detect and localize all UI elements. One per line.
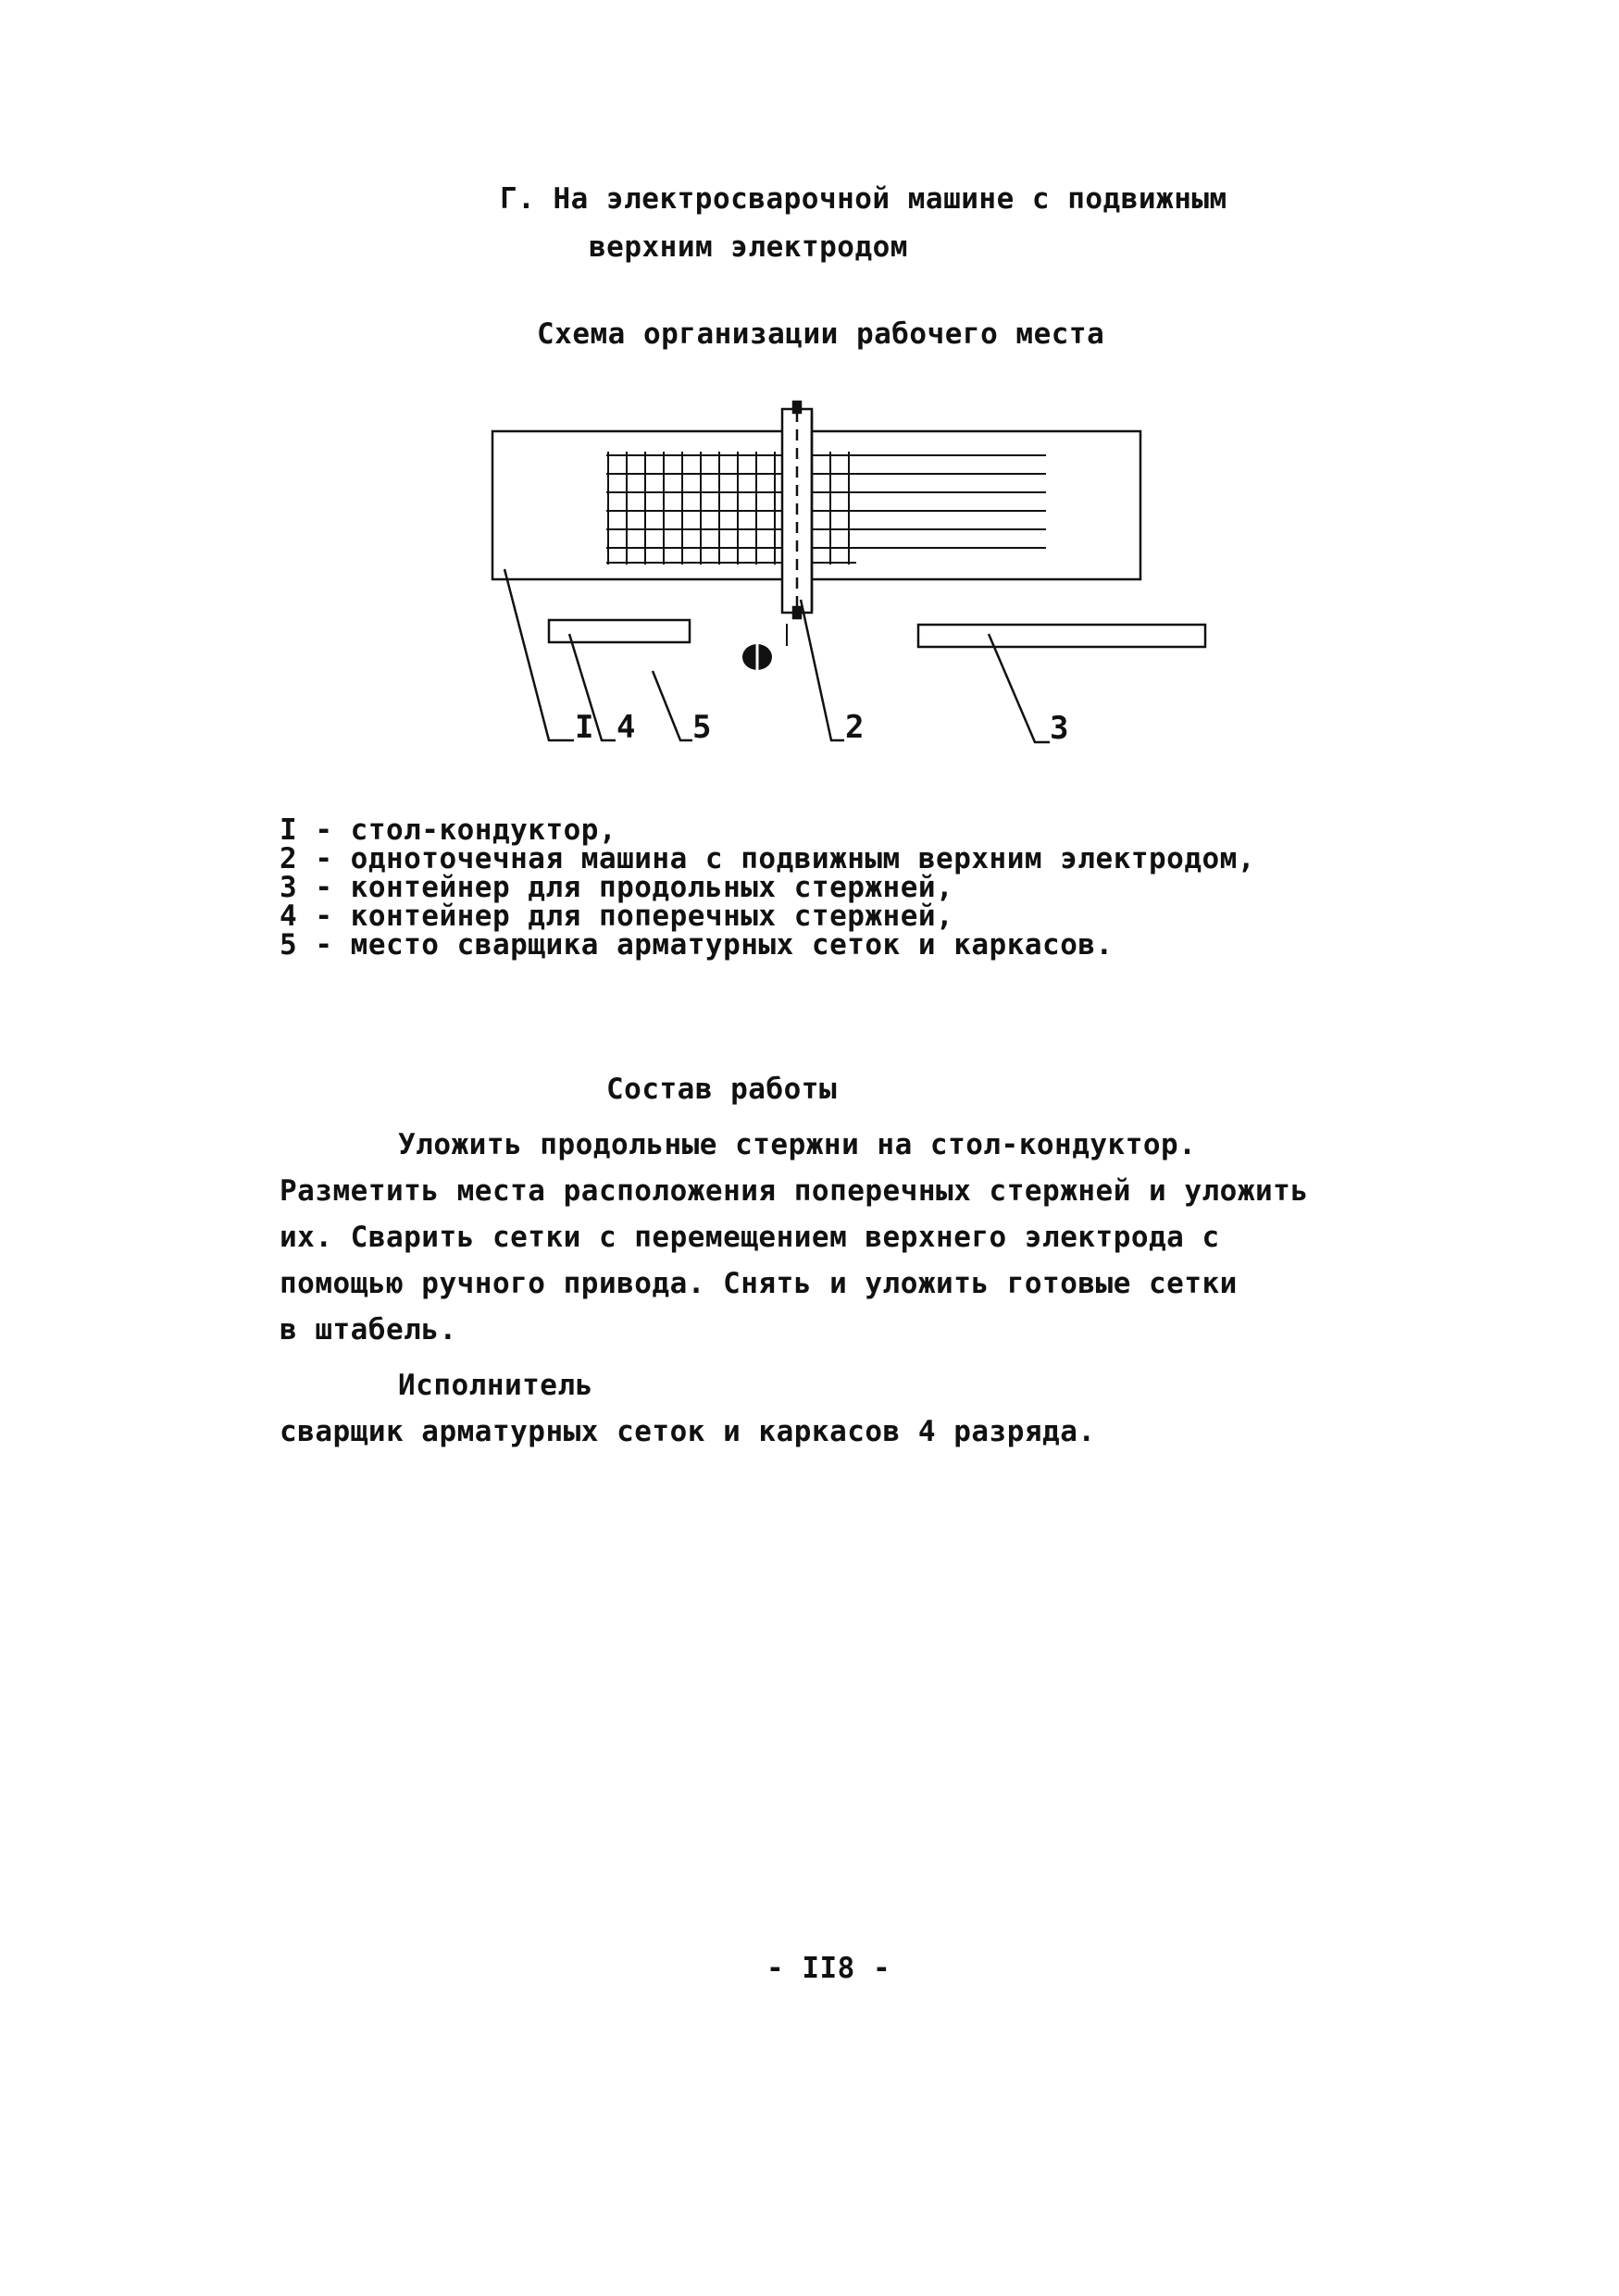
legend-item-1: I - стол-кондуктор, [280, 813, 617, 847]
longitudinal-rod-container [918, 625, 1205, 647]
legend-item-3: 3 - контейнер для продольных стержней, [280, 871, 954, 904]
label-3: 3 [1050, 710, 1069, 747]
legend [280, 813, 1255, 962]
conductor-table [492, 431, 1140, 579]
label-1: I [575, 709, 594, 746]
welder-position [742, 644, 772, 672]
mesh-grid [606, 452, 856, 565]
work-line-5: в штабель. [280, 1313, 457, 1347]
workplace-diagram [481, 389, 1222, 759]
heading-line-2: верхним электродом [589, 230, 908, 264]
executor-value: сварщик арматурных сеток и каркасов 4 разряда. [280, 1415, 1096, 1448]
page-number: - II8 - [766, 1952, 891, 1985]
scheme-title: Схема организации рабочего места [537, 317, 1105, 351]
legend-item-2: 2 - одноточечная машина с подвижным верхним электродом, [280, 842, 1255, 875]
label-4: 4 [616, 709, 636, 746]
legend-item-5: 5 - место сварщика арматурных сеток и каркасов. [280, 928, 1114, 962]
label-5: 5 [692, 709, 712, 746]
welding-machine [782, 402, 812, 618]
work-line-2: Разметить места расположения поперечных стержней и уложить [280, 1174, 1309, 1208]
legend-item-4: 4 - контейнер для поперечных стержней, [280, 900, 954, 933]
work-section-title: Состав работы [606, 1073, 838, 1106]
executor-title: Исполнитель [398, 1369, 593, 1402]
longitudinal-rods [856, 455, 1046, 548]
work-line-4: помощью ручного привода. Снять и уложить готовые сетки [280, 1267, 1238, 1300]
work-line-1: Уложить продольные стержни на стол-кондуктор. [398, 1128, 1197, 1161]
work-line-3: их. Сварить сетки с перемещением верхнего электрода с [280, 1221, 1220, 1254]
label-2: 2 [845, 709, 865, 746]
heading-line-1: Г. На электросварочной машине с подвижным [500, 182, 1227, 216]
